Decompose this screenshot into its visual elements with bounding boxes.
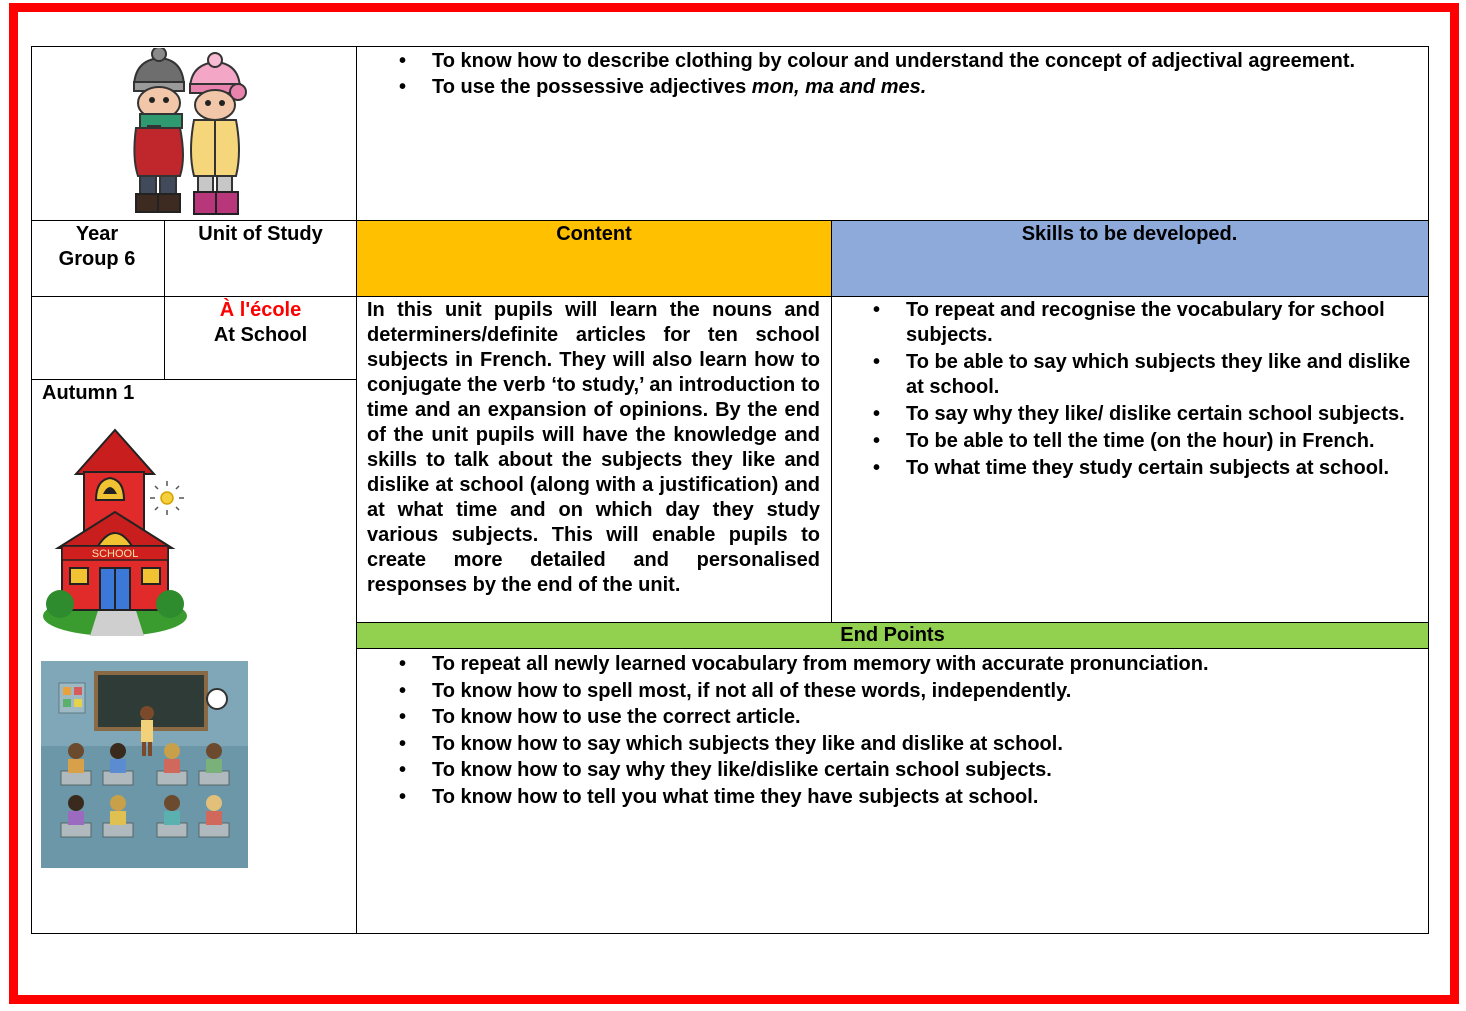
table-outer-left — [31, 46, 32, 934]
skills-list — [906, 298, 1421, 481]
table-col-line-skills — [831, 220, 832, 623]
top-objectives-list — [432, 48, 1412, 100]
skill-item: • To be able to say which subjects they like and dislike at school. — [906, 350, 1421, 400]
unit-title-english: At School — [213, 324, 308, 346]
table-divider-main — [356, 46, 357, 934]
school-house-illustration — [40, 428, 190, 638]
unit-title-french: À l'école — [219, 299, 302, 321]
skill-item: • To be able to tell the time (on the hour) in French. — [906, 429, 1421, 454]
objective-italic-text: mon, ma and mes. — [751, 76, 927, 98]
year-group-header: Year Group 6 — [58, 223, 136, 270]
table-row-line-5 — [356, 648, 1429, 649]
end-point-item: • To know how to use the correct article. — [432, 704, 1412, 731]
skill-item: • To repeat and recognise the vocabulary for school subjects. — [906, 298, 1421, 348]
objective-text: To use the possessive adjectives — [432, 76, 752, 98]
winter-children-illustration — [122, 48, 252, 218]
end-point-item: • To know how to tell you what time they have subjects at school. — [432, 784, 1412, 811]
end-point-item: • To know how to say why they like/dislike certain school subjects. — [432, 757, 1412, 784]
end-point-item: • To know how to spell most, if not all of these words, independently. — [432, 678, 1412, 705]
skill-item: • To say why they like/ dislike certain school subjects. — [906, 402, 1421, 427]
table-outer-top — [31, 46, 1429, 47]
unit-of-study-header: Unit of Study — [198, 223, 323, 245]
objective-item: • To know how to describe clothing by colour and understand the concept of adjectival agreement. — [432, 48, 1412, 74]
end-point-item: • To repeat all newly learned vocabulary from memory with accurate pronunciation. — [432, 651, 1412, 678]
end-points-header: End Points — [840, 624, 945, 646]
table-row-line-2 — [31, 296, 1429, 297]
content-header: Content — [556, 223, 632, 245]
term-label: Autumn 1 — [42, 382, 135, 404]
skill-item: • To what time they study certain subjects at school. — [906, 456, 1421, 481]
content-description: In this unit pupils will learn the nouns and determiners/definite articles for ten school subjects in French. They will also learn how to conjugate the verb ‘to study,’ an introduction to time and an expansion of opinions. By the end of the unit pupils will have the knowledge and skills to talk about the subjects they like and dislike at school (along with a justification) and at what time and on which day they study various subjects. This will enable pupils to create more detailed and personalised responses by the end of the unit. — [367, 299, 820, 596]
end-point-item: • To know how to say which subjects they like and dislike at school. — [432, 731, 1412, 758]
table-row-line-3 — [31, 379, 357, 380]
school-sign-text: SCHOOL — [91, 548, 139, 560]
objective-item — [432, 74, 1412, 100]
table-row-line-1 — [31, 220, 1429, 221]
skills-header: Skills to be developed. — [1021, 223, 1238, 245]
end-points-list — [432, 651, 1412, 810]
table-outer-right — [1428, 46, 1429, 934]
table-outer-bottom — [31, 933, 1429, 934]
classroom-illustration — [41, 661, 248, 868]
